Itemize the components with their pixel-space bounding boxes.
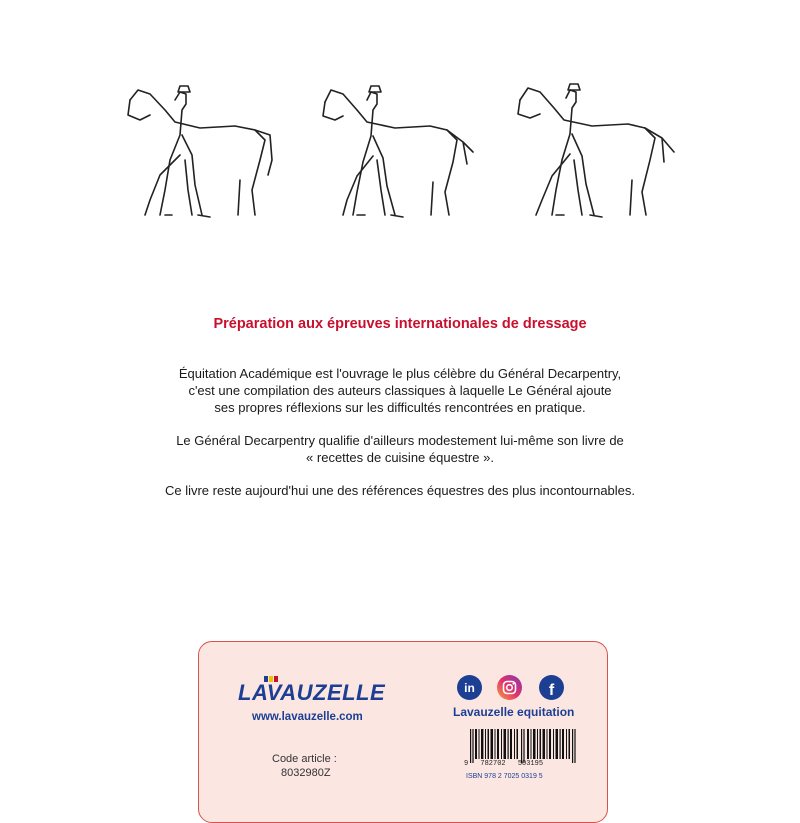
- code-article-label: Code article :: [272, 753, 337, 765]
- facebook-icon[interactable]: f: [539, 675, 564, 700]
- instagram-glyph-icon: [497, 675, 522, 700]
- code-article-value: 8032980Z: [281, 767, 331, 779]
- horse-handler-figure-3: [518, 84, 674, 217]
- horse-handler-figure-1: [128, 86, 272, 217]
- isbn-number: ISBN 978 2 7025 0319 5: [466, 773, 543, 780]
- subtitle: Préparation aux épreuves internationales de dressage: [213, 316, 587, 332]
- linkedin-icon[interactable]: in: [457, 675, 482, 700]
- description-paragraph-1: Équitation Académique est l'ouvrage le plus célèbre du Général Decarpentry, c'est une compilation des auteurs classiques à laquelle Le Général ajoute ses propres réflexions sur les difficultés rencontrées en pratique.: [178, 366, 622, 415]
- publisher-website-link[interactable]: www.lavauzelle.com: [252, 711, 363, 723]
- barcode-icon: [470, 729, 576, 763]
- description-paragraph-3: Ce livre reste aujourd'hui une des références équestres des plus incontournables.: [164, 483, 636, 498]
- publisher-logo: LAVAUZELLE: [238, 680, 386, 705]
- barcode-digit-left: 9: [464, 760, 469, 768]
- horse-handlers-drawing-icon: [120, 80, 690, 230]
- instagram-icon[interactable]: [497, 675, 522, 700]
- barcode-digits: [464, 760, 543, 768]
- barcode-digits-right: 503195: [517, 760, 544, 768]
- description-paragraph-2: Le Général Decarpentry qualifie d'ailleurs modestement lui-même son livre de « recettes de cuisine équestre ».: [176, 433, 624, 465]
- book-description: [0, 365, 800, 515]
- social-handle: Lavauzelle equitation: [453, 705, 575, 719]
- horse-handler-figure-2: [323, 86, 473, 217]
- barcode-digits-mid: 782702: [480, 760, 506, 768]
